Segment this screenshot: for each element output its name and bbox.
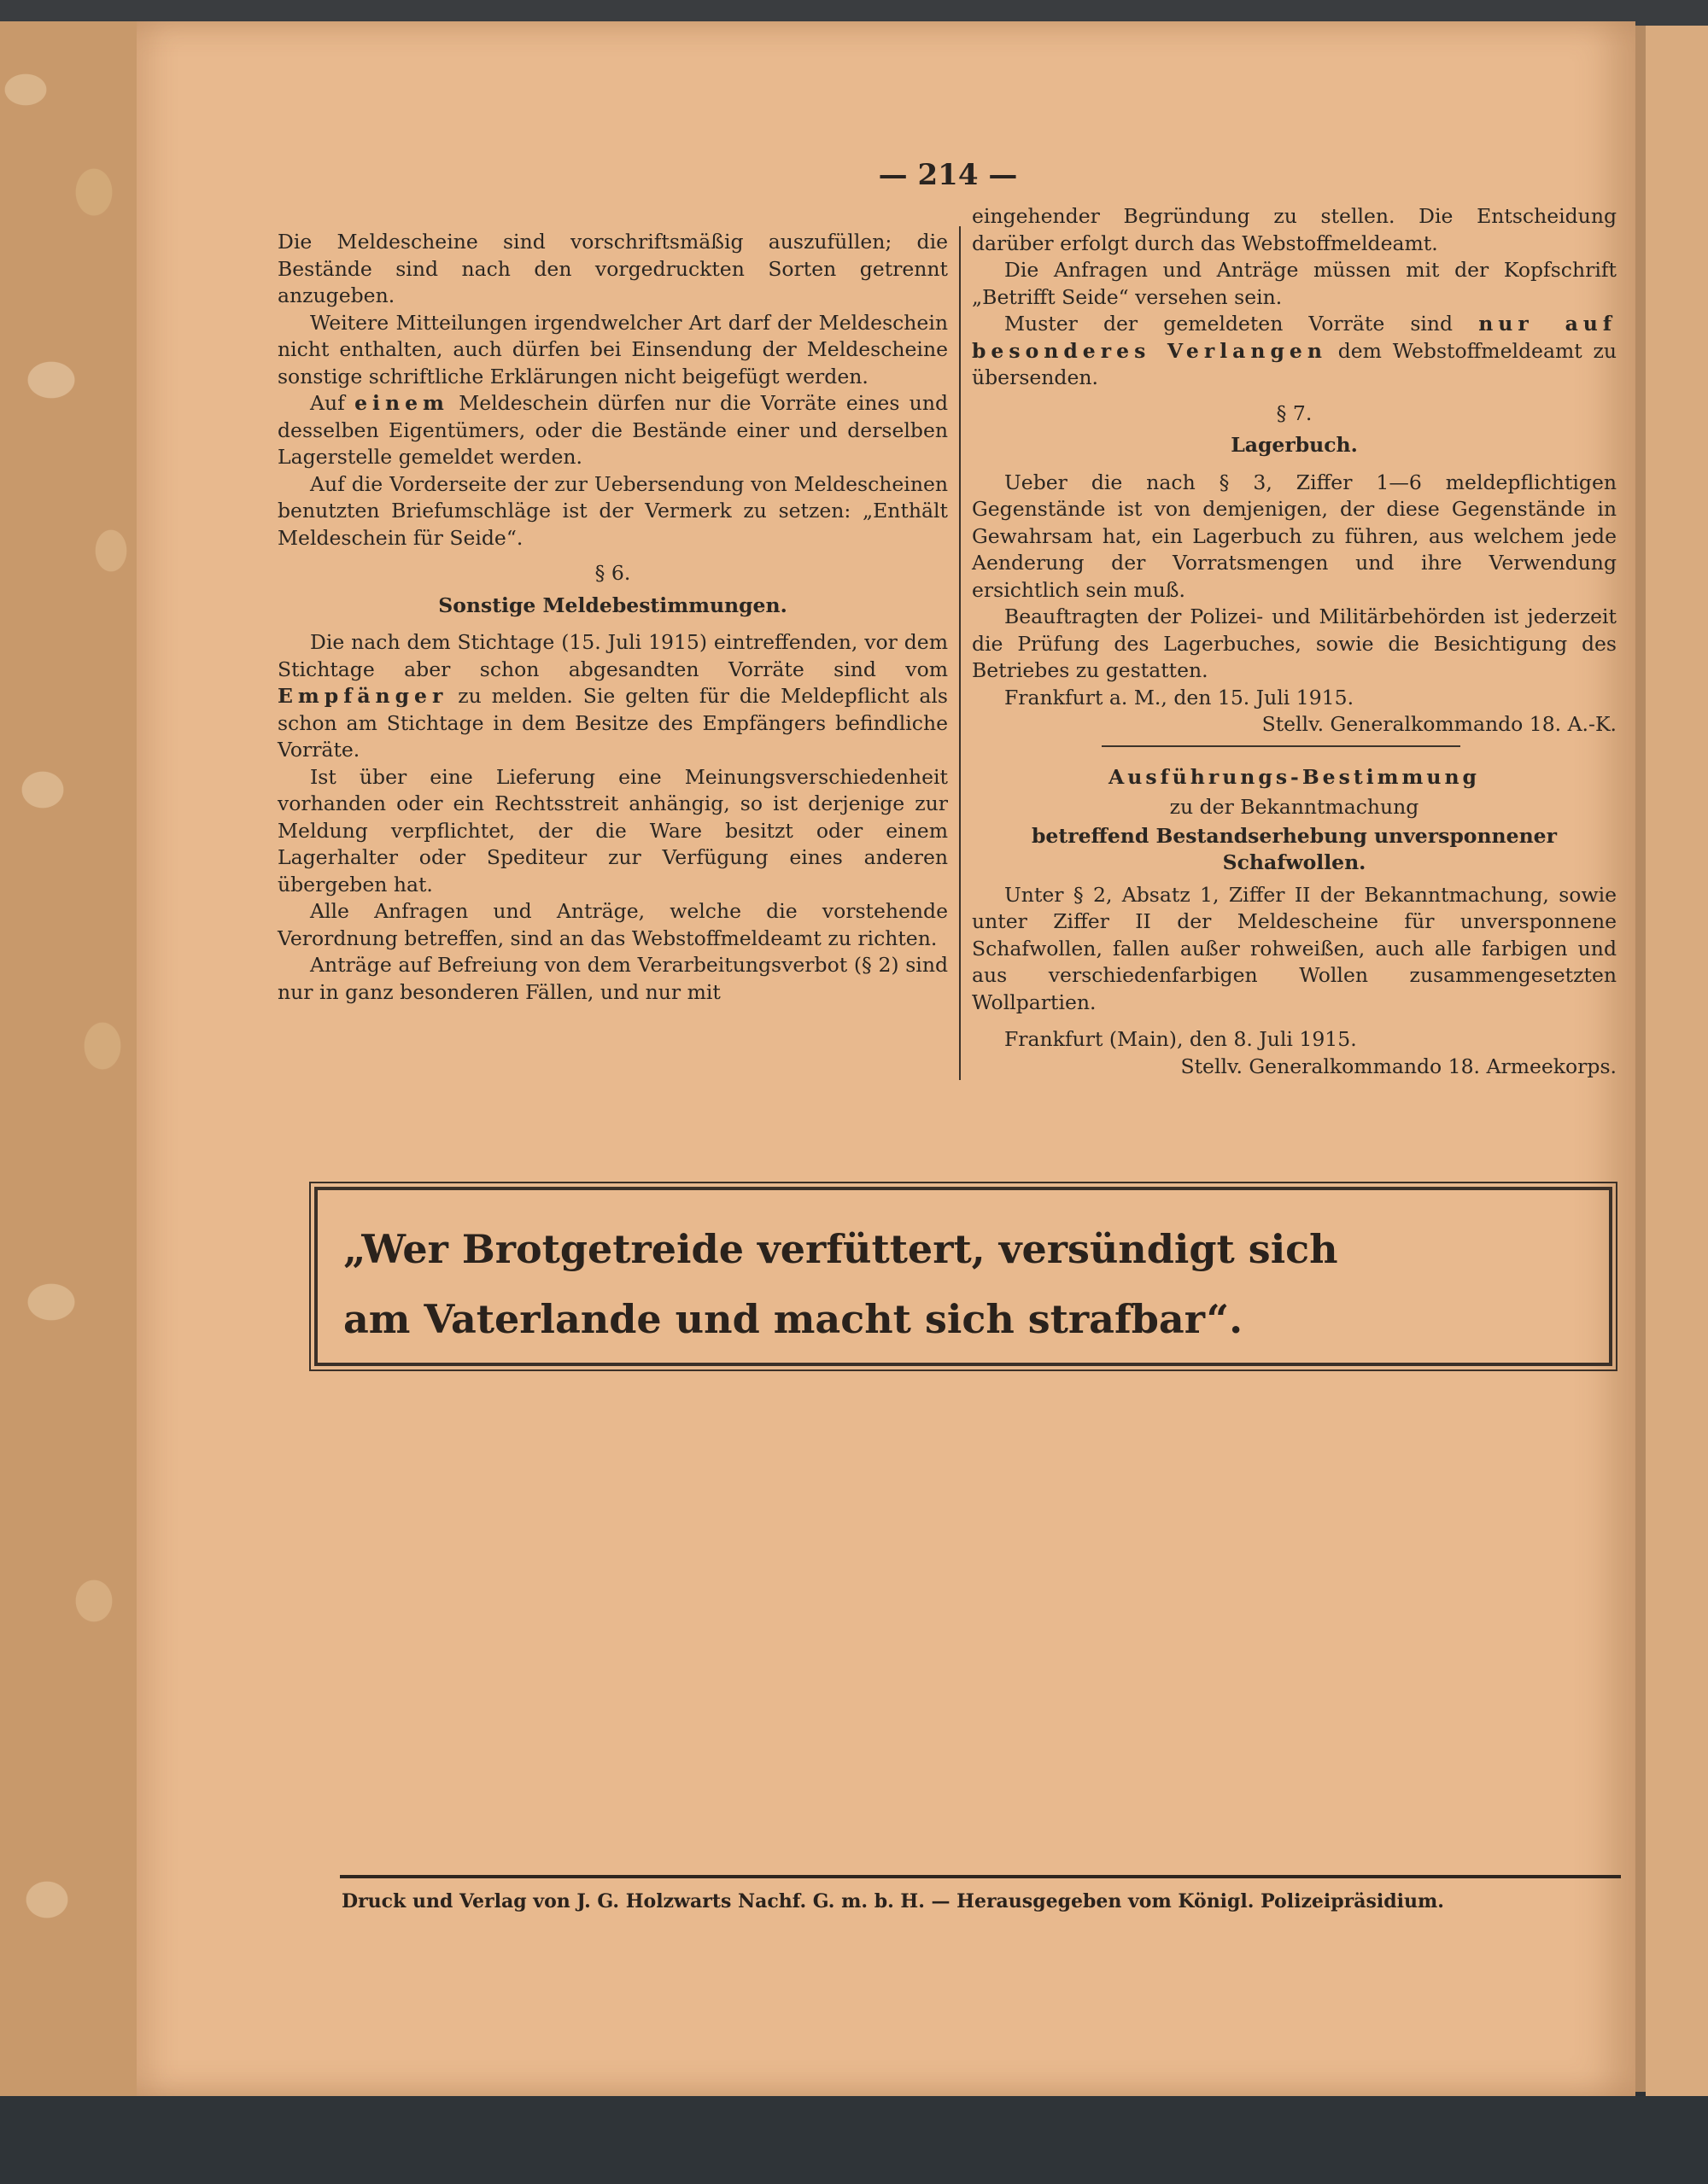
right-column: [972, 203, 1617, 1080]
page-number: — 214 —: [878, 158, 1018, 192]
paragraph: Weitere Mitteilungen irgendwelcher Art darf der Meldeschein nicht enthalten, auch dürfen bei Einsendung der Meldescheine sonstige schriftliche Erklärungen nicht beigefügt werden.: [278, 310, 948, 388]
notice-text: [343, 1214, 1590, 1354]
text: zu melden. Sie gelten für die Meldepflicht als schon am Stichtage in dem Besitze des Empfängers befindliche Vorräte.: [278, 684, 948, 762]
notice-line: am Vaterlande und macht sich strafbar“.: [343, 1296, 1243, 1342]
subtitle: betreffend Bestandserhebung unversponnener Schafwollen.: [1031, 823, 1557, 874]
signature-line: Stellv. Generalkommando 18. A.-K.: [1261, 712, 1617, 736]
footer-imprint: Druck und Verlag von J. G. Holzwarts Nachf. G. m. b. H. — Herausgegeben vom Königl. Polizeipräsidium.: [342, 1890, 1444, 1912]
notice-line: „Wer Brotgetreide verfüttert, versündigt sich: [343, 1226, 1338, 1272]
column-divider: [959, 226, 961, 1080]
paragraph: Beauftragten der Polizei- und Militärbehörden ist jederzeit die Prüfung des Lagerbuches, sowie die Besichtigung des Betriebes zu gestatten.: [972, 604, 1617, 682]
paragraph: Ueber die nach § 3, Ziffer 1—6 meldepflichtigen Gegenstände ist von demjenigen, der diese Gegenstände in Gewahrsam hat, ein Lagerbuch zu führen, aus welchem jede Aenderung der Vorratsmengen und ihre Verwendung ersichtlich sein muß.: [972, 470, 1617, 602]
section-title: Lagerbuch.: [1231, 433, 1358, 457]
emphasis-text: nur auf besonderes Verlangen: [972, 312, 1617, 363]
emphasis-text: Empfänger: [278, 684, 448, 708]
section-title: Sonstige Meldebestimmungen.: [438, 593, 787, 617]
section-title: Ausführungs-Bestimmung: [1108, 764, 1480, 789]
date-line: Frankfurt a. M., den 15. Juli 1915.: [1004, 685, 1354, 710]
left-column: [278, 229, 948, 1006]
signature-line: Stellv. Generalkommando 18. Armeekorps.: [1180, 1054, 1617, 1078]
paragraph: [278, 390, 948, 471]
subtitle: zu der Bekanntmachung: [1169, 795, 1419, 819]
paragraph: Die Anfragen und Anträge müssen mit der Kopfschrift „Betrifft Seide“ versehen sein.: [972, 258, 1617, 309]
paragraph: [972, 311, 1617, 392]
text: Muster der gemeldeten Vorräte sind: [1004, 312, 1454, 336]
text: Meldeschein dürfen nur die Vorräte eines und desselben Eigentümers, oder die Bestände einer und derselben Lagerstelle gemeldet werden.: [278, 391, 948, 469]
text: dem Webstoffmeldeamt zu übersenden.: [972, 338, 1617, 389]
paragraph: eingehender Begründung zu stellen. Die Entscheidung darüber erfolgt durch das Webstoffmeldeamt.: [972, 204, 1617, 255]
text: Auf: [310, 391, 345, 415]
footer-rule: [340, 1875, 1621, 1878]
page-gutter-shadow: [1635, 26, 1646, 2092]
paragraph: Die Meldescheine sind vorschriftsmäßig auszufüllen; die Bestände sind nach den vorgedruckten Sorten getrennt anzugeben.: [278, 230, 948, 307]
paragraph: Auf die Vorderseite der zur Uebersendung von Meldescheinen benutzten Briefumschläge ist der Vermerk zu setzen: „Enthält Meldeschein für Seide“.: [278, 471, 948, 550]
leather-cover: [0, 2096, 1708, 2184]
next-page-edge: [1646, 26, 1708, 2096]
paragraph: [278, 629, 948, 764]
paragraph: Anträge auf Befreiung von dem Verarbeitungsverbot (§ 2) sind nur in ganz besonderen Fällen, und nur mit: [278, 953, 948, 1004]
separator-rule: [1102, 745, 1460, 747]
paragraph: Alle Anfragen und Anträge, welche die vorstehende Verordnung betreffen, sind an das Webstoffmeldeamt zu richten.: [278, 899, 948, 950]
section-number: § 7.: [1276, 400, 1313, 425]
emphasis-text: einem: [354, 391, 449, 415]
paragraph: Ist über eine Lieferung eine Meinungsverschiedenheit vorhanden oder ein Rechtsstreit anhängig, so ist derjenige zur Meldung verpflichtet, der die Ware besitzt oder einem Lagerhalter oder Spediteur zur Verfügung eines anderen übergeben hat.: [278, 764, 948, 896]
paragraph: Unter § 2, Absatz 1, Ziffer II der Bekanntmachung, sowie unter Ziffer II der Meldescheine für unversponnene Schafwollen, fallen außer rohweißen, auch alle farbigen und aus verschiedenfarbigen Wollen zusammengesetzten Wollpartien.: [972, 882, 1617, 1014]
date-line: Frankfurt (Main), den 8. Juli 1915.: [1004, 1027, 1357, 1051]
notice-box: [314, 1187, 1612, 1366]
book-binding-marbled: [0, 21, 141, 2105]
section-number: § 6.: [594, 561, 631, 585]
text: Die nach dem Stichtage (15. Juli 1915) eintreffenden, vor dem Stichtage aber schon abgesandten Vorräte sind vom: [278, 630, 948, 681]
